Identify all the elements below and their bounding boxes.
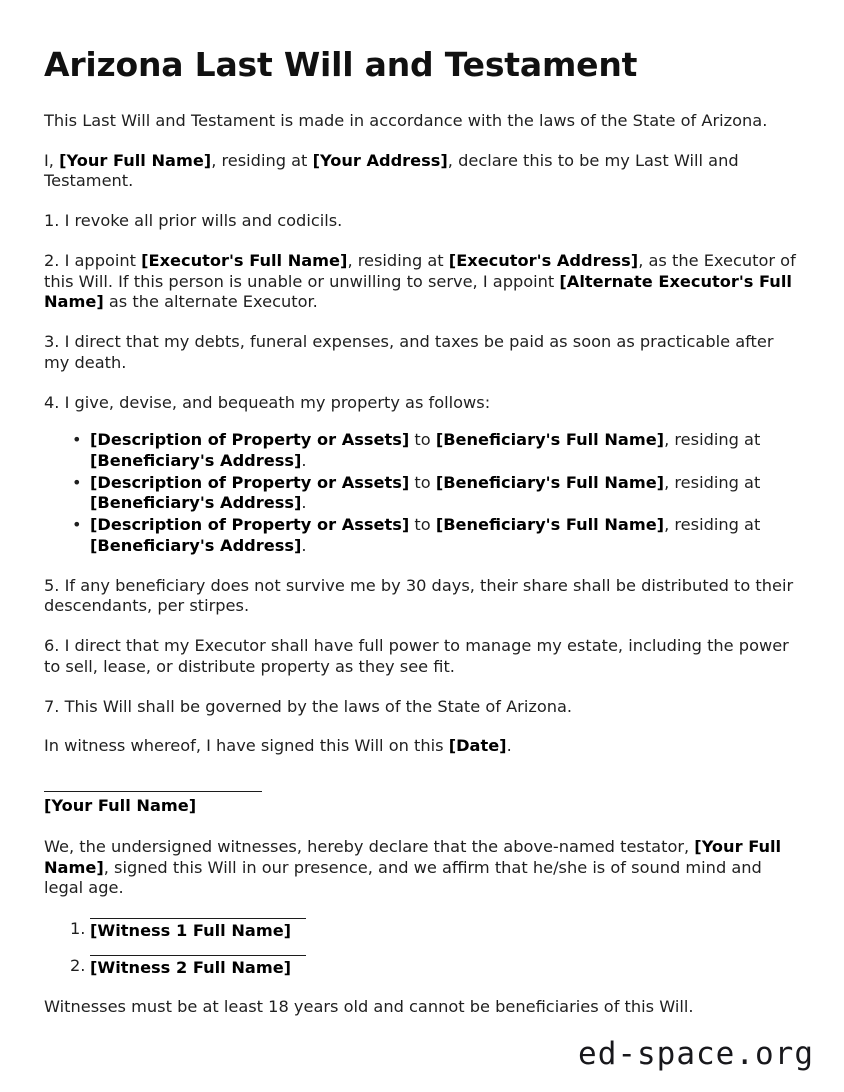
asset-connector: to	[409, 430, 436, 450]
asset-description-placeholder: [Description of Property or Assets]	[90, 515, 410, 535]
asset-period: .	[301, 493, 307, 513]
bullet-icon: •	[72, 430, 82, 450]
list-item	[44, 473, 796, 514]
clause-2-part-3: , as the Executor of this Will. If this person is unable or unwilling to serve, I appoint	[44, 250, 796, 291]
witness-number: 2.	[70, 955, 86, 975]
clause-4-paragraph: 4. I give, devise, and bequeath my property as follows:	[44, 392, 491, 412]
intro-paragraph: This Last Will and Testament is made in accordance with the laws of the State of Arizona.	[44, 110, 768, 130]
list-item	[44, 515, 796, 556]
witness-signature-list	[44, 918, 796, 978]
executor-address-placeholder: [Executor's Address]	[448, 250, 639, 270]
testator-address-placeholder: [Your Address]	[312, 150, 448, 170]
witness-signature-line	[90, 955, 306, 956]
clause-3-paragraph: 3. I direct that my debts, funeral expenses, and taxes be paid as soon as practicable after my death.	[44, 332, 774, 372]
clause-2-paragraph	[44, 251, 796, 313]
signature-line	[44, 791, 262, 792]
witness-declaration-part-1: We, the undersigned witnesses, hereby declare that the above-named testator,	[44, 836, 695, 856]
list-item	[44, 918, 796, 942]
witness-whereof-paragraph	[44, 736, 796, 757]
beneficiary-name-placeholder: [Beneficiary's Full Name]	[435, 515, 665, 535]
document-content	[44, 46, 796, 1036]
witness-declaration-part-2: , signed this Will in our presence, and we affirm that he/she is of sound mind and legal age.	[44, 857, 762, 898]
asset-description-placeholder: [Description of Property or Assets]	[90, 472, 410, 492]
asset-residing: , residing at	[664, 430, 761, 450]
asset-residing: , residing at	[664, 472, 761, 492]
clause-1-paragraph: 1. I revoke all prior wills and codicils.	[44, 211, 343, 231]
testator-signature-block	[44, 791, 796, 817]
asset-description-placeholder: [Description of Property or Assets]	[90, 430, 410, 450]
testator-signature-name: [Your Full Name]	[44, 796, 197, 816]
asset-bequest-list	[44, 430, 796, 556]
declaration-lead: I,	[44, 150, 60, 170]
date-placeholder: [Date]	[448, 736, 507, 756]
witness-note-paragraph: Witnesses must be at least 18 years old and cannot be beneficiaries of this Will.	[44, 996, 694, 1016]
asset-period: .	[301, 451, 307, 471]
witness-signature-line	[90, 918, 306, 919]
clause-5-paragraph: 5. If any beneficiary does not survive me by 30 days, their share shall be distributed to their descendants, per stirpes.	[44, 575, 794, 616]
clause-6-paragraph: 6. I direct that my Executor shall have full power to manage my estate, including the power to sell, lease, or distribute property as they see fit.	[44, 636, 789, 676]
declaration-tail: , declare this to be my Last Will and Testament.	[44, 150, 739, 191]
witness-name-placeholder: [Witness 2 Full Name]	[90, 957, 292, 977]
site-brand-watermark: ed-space.org	[578, 1036, 814, 1072]
list-item	[44, 955, 796, 979]
clause-7-paragraph: 7. This Will shall be governed by the laws of the State of Arizona.	[44, 696, 573, 716]
beneficiary-address-placeholder: [Beneficiary's Address]	[90, 451, 302, 471]
bullet-icon: •	[72, 515, 82, 535]
witness-whereof-tail: .	[506, 736, 512, 756]
asset-residing: , residing at	[664, 515, 761, 535]
witness-declaration-name-placeholder: [Your Full Name]	[44, 836, 782, 877]
witness-declaration-paragraph	[44, 837, 796, 899]
declaration-mid: , residing at	[211, 150, 313, 170]
page-title: Arizona Last Will and Testament	[44, 45, 638, 84]
declaration-paragraph	[44, 151, 796, 192]
beneficiary-address-placeholder: [Beneficiary's Address]	[90, 535, 302, 555]
clause-2-part-1: 2. I appoint	[44, 250, 142, 270]
executor-name-placeholder: [Executor's Full Name]	[141, 250, 348, 270]
beneficiary-address-placeholder: [Beneficiary's Address]	[90, 493, 302, 513]
bullet-icon: •	[72, 472, 82, 492]
beneficiary-name-placeholder: [Beneficiary's Full Name]	[435, 430, 665, 450]
witness-whereof-lead: In witness whereof, I have signed this Will on this	[44, 736, 449, 756]
asset-period: .	[301, 535, 307, 555]
alternate-executor-placeholder: [Alternate Executor's Full Name]	[44, 271, 792, 312]
witness-number: 1.	[70, 919, 86, 939]
testator-name-placeholder: [Your Full Name]	[59, 150, 212, 170]
asset-connector: to	[409, 515, 436, 535]
list-item	[44, 430, 796, 471]
asset-connector: to	[409, 472, 436, 492]
clause-2-part-4: as the alternate Executor.	[103, 292, 318, 312]
witness-name-placeholder: [Witness 1 Full Name]	[90, 921, 292, 941]
clause-2-part-2: , residing at	[347, 250, 449, 270]
beneficiary-name-placeholder: [Beneficiary's Full Name]	[435, 472, 665, 492]
